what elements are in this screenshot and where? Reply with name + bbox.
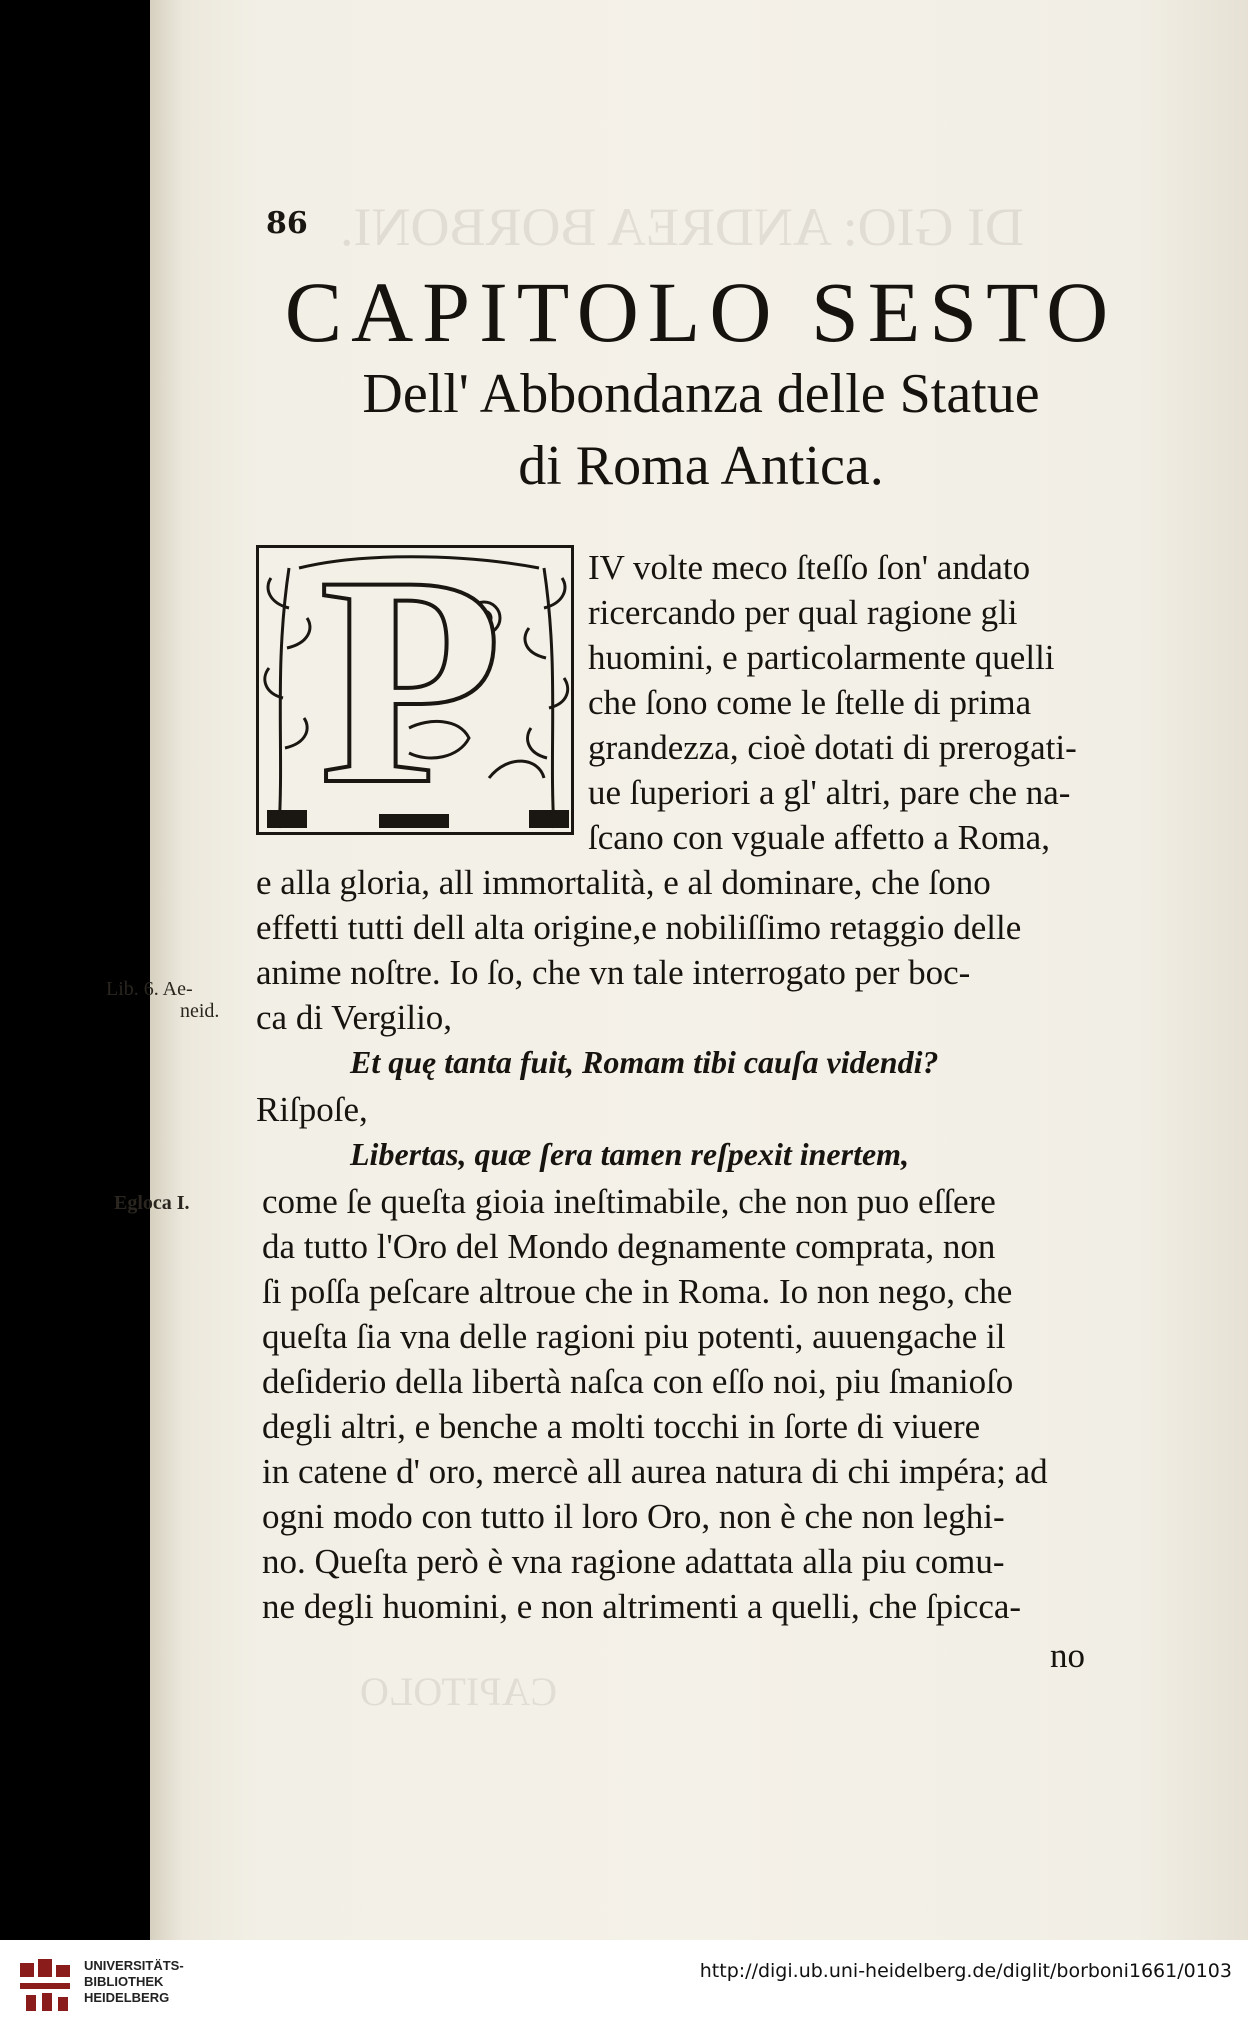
permalink-url[interactable]: http://digi.ub.uni-heidelberg.de/diglit/borboni1661/0103 [699, 1960, 1232, 1982]
catchword: no [1050, 1636, 1085, 1675]
text-line: deſiderio della libertà naſca con eſſo noi, piu ſmanioſo [262, 1362, 1014, 1401]
margin-note-aeneid-continued: neid. [180, 1000, 220, 1022]
text-line: ne degli huomini, e non altrimenti a quelli, che ſpicca- [262, 1587, 1022, 1626]
chapter-title: CAPITOLO SESTO [284, 264, 1118, 360]
chapter-subtitle-line-2: di Roma Antica. [518, 435, 884, 497]
text-line: anime noſtre. Io ſo, che vn tale interrogato per boc- [256, 953, 971, 992]
text-line: da tutto l'Oro del Mondo degnamente comprata, non [262, 1227, 996, 1266]
show-through-text: DI GIO: ANDREA BORBONI. [340, 197, 1025, 257]
library-name-line-3: HEIDELBERG [84, 1990, 170, 2005]
text-line: che ſono come le ſtelle di prima [588, 683, 1032, 722]
heidelberg-library-logo-icon [16, 1955, 76, 2017]
text-line: effetti tutti dell alta origine,e nobiliſſimo retaggio delle [256, 908, 1022, 947]
margin-note-egloca: Egloca I. [114, 1192, 190, 1214]
decorated-initial [256, 545, 574, 835]
chapter-subtitle-line-1: Dell' Abbondanza delle Statue [362, 363, 1040, 425]
text-line: no. Queſta però è vna ragione adattata alla piu comu- [262, 1542, 1005, 1581]
text-line: e alla gloria, all immortalità, e al dominare, che ſono [256, 863, 991, 902]
drop-cap-letter: P [319, 545, 503, 835]
text-line: ſi poſſa peſcare altroue che in Roma. Io non nego, che [262, 1272, 1013, 1311]
text-line: in catene d' oro, mercè all aurea natura di chi impéra; ad [262, 1452, 1048, 1491]
text-line: IV volte meco ſteſſo ſon' andato [588, 548, 1031, 587]
text-line: queſta ſia vna delle ragioni piu potenti, auuengache il [262, 1317, 1006, 1356]
text-line: ſcano con vguale affetto a Roma, [588, 818, 1050, 857]
text-line: ogni modo con tutto il loro Oro, non è che non leghi- [262, 1497, 1005, 1536]
library-name-line-2: BIBLIOTHEK [84, 1974, 164, 1989]
show-through-text: CAPITOLO [360, 1669, 558, 1714]
page-number: 86 [266, 206, 308, 241]
library-name-line-1: UNIVERSITÄTS- [84, 1958, 184, 1973]
text-line: degli altri, e benche a molti tocchi in ſorte di viuere [262, 1407, 981, 1446]
text-line: ricercando per qual ragione gli [588, 593, 1018, 632]
library-name [84, 1958, 184, 2006]
quotation-line: Libertas, quæ ſera tamen reſpexit inertem, [350, 1136, 910, 1172]
text-line: Riſpoſe, [256, 1090, 368, 1129]
text-line: huomini, e particolarmente quelli [588, 638, 1055, 677]
text-line: ue ſuperiori a gl' altri, pare che na- [588, 773, 1071, 812]
text-line: come ſe queſta gioia ineſtimabile, che non puo eſſere [262, 1182, 996, 1221]
margin-note-aeneid: Lib. 6. Ae- [106, 978, 193, 1000]
quotation-line: Et quę tanta fuit, Romam tibi cauſa videndi? [350, 1044, 939, 1080]
library-footer [0, 1940, 1248, 2034]
text-line: ca di Vergilio, [256, 998, 453, 1037]
text-line: grandezza, cioè dotati di prerogati- [588, 728, 1077, 767]
